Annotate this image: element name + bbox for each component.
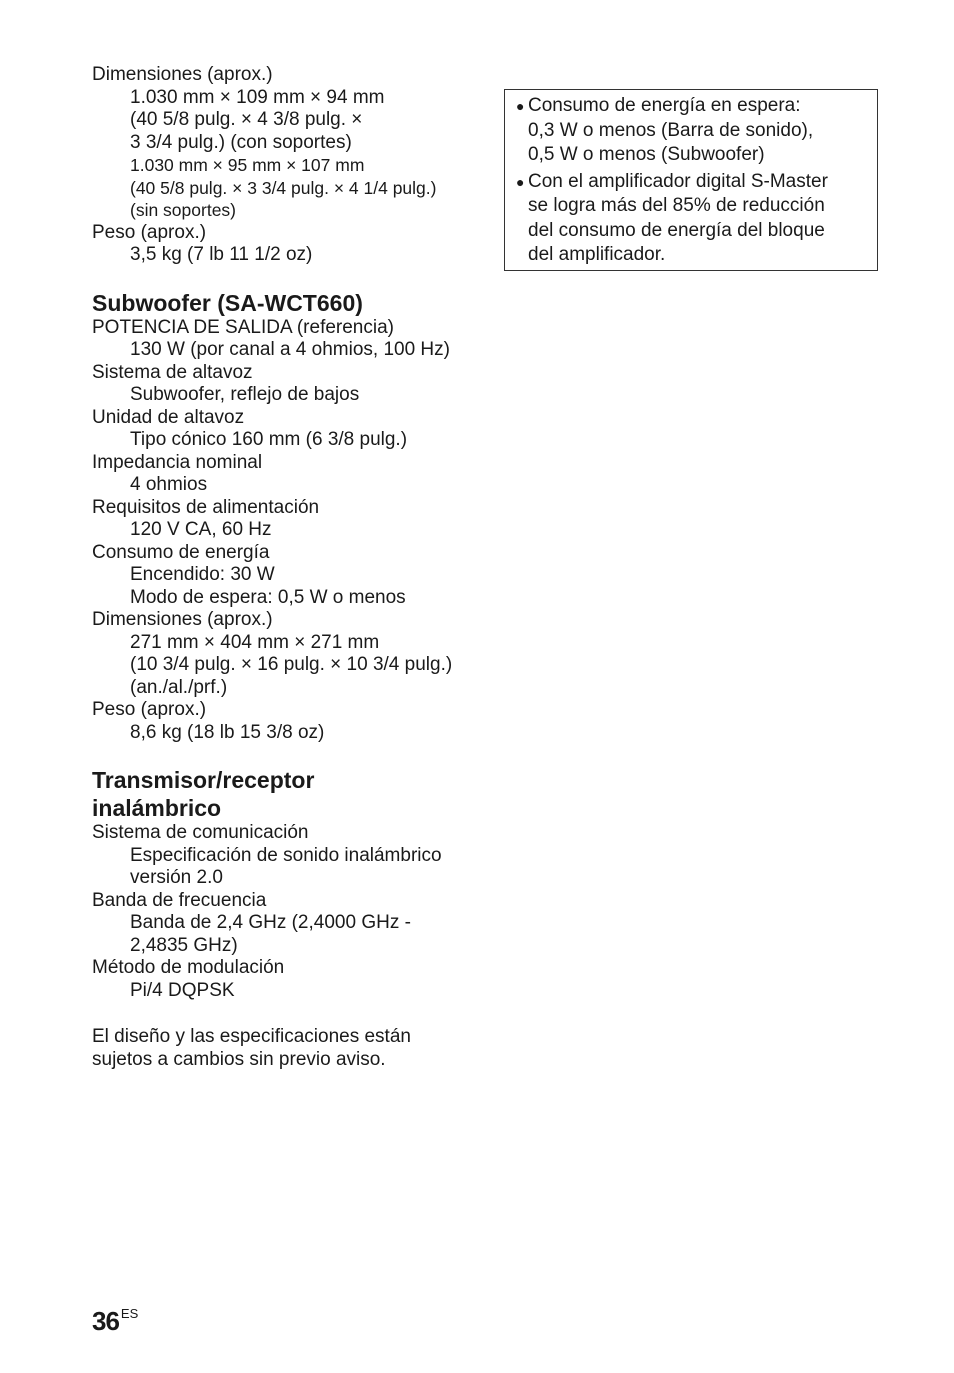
spec-column xyxy=(92,64,492,1071)
spec-value: Banda de 2,4 GHz (2,4000 GHz - xyxy=(130,912,411,933)
page-number xyxy=(92,1306,138,1337)
spec-value: 3 3/4 pulg.) (con soportes) xyxy=(130,131,352,153)
spec-label: Dimensiones (aprox.) xyxy=(92,64,273,85)
spec-label: POTENCIA DE SALIDA (referencia) xyxy=(92,316,394,338)
spec-value: (10 3/4 pulg. × 16 pulg. × 10 3/4 pulg.) xyxy=(130,654,453,675)
disclaimer-text: El diseño y las especificaciones están xyxy=(92,1026,411,1047)
bullet-icon: ● xyxy=(516,173,525,190)
spacer xyxy=(92,1002,492,1026)
note-line: 0,3 W o menos (Barra de sonido), xyxy=(528,119,814,141)
spec-value: 120 V CA, 60 Hz xyxy=(130,519,272,540)
note-bullet-text xyxy=(528,94,869,168)
spec-value: (sin soportes) xyxy=(130,200,237,220)
spec-value: Modo de espera: 0,5 W o menos xyxy=(130,586,406,608)
spec-value: 8,6 kg (18 lb 15 3/8 oz) xyxy=(130,721,325,743)
spec-label: Requisitos de alimentación xyxy=(92,496,320,518)
note-line: 0,5 W o menos (Subwoofer) xyxy=(528,144,765,165)
note-line: Con el amplificador digital S-Master xyxy=(528,170,828,192)
note-bullet-item xyxy=(516,94,869,168)
note-bullet-text xyxy=(528,170,869,268)
spec-value: Tipo cónico 160 mm (6 3/8 pulg.) xyxy=(130,429,408,450)
spec-label: Peso (aprox.) xyxy=(92,221,207,243)
spec-label: Impedancia nominal xyxy=(92,451,263,473)
spec-label: Método de modulación xyxy=(92,957,285,978)
spec-value: Encendido: 30 W xyxy=(130,564,275,585)
spec-value: (40 5/8 pulg. × 3 3/4 pulg. × 4 1/4 pulg.) xyxy=(130,177,437,198)
spec-value: (40 5/8 pulg. × 4 3/8 pulg. × xyxy=(130,109,363,130)
spec-value: 1.030 mm × 109 mm × 94 mm xyxy=(130,86,385,108)
bullet-icon: ● xyxy=(516,98,525,114)
note-line: se logra más del 85% de reducción xyxy=(528,195,825,216)
spec-label: Sistema de altavoz xyxy=(92,361,253,383)
spec-label: Dimensiones (aprox.) xyxy=(92,609,273,630)
spec-value: 1.030 mm × 95 mm × 107 mm xyxy=(130,155,365,175)
spec-value: (an./al./prf.) xyxy=(130,676,228,698)
page-number-value: 36 xyxy=(92,1306,119,1336)
note-bullet-item xyxy=(516,170,869,268)
spec-value: versión 2.0 xyxy=(130,867,223,888)
spec-label: Banda de frecuencia xyxy=(92,889,267,911)
spec-label: Consumo de energía xyxy=(92,541,270,563)
spec-label: Peso (aprox.) xyxy=(92,699,207,720)
section-heading-wireless: Transmisor/receptor xyxy=(92,767,315,793)
section-heading-wireless-cont: inalámbrico xyxy=(92,795,222,821)
note-box xyxy=(504,89,878,271)
spec-value: 271 mm × 404 mm × 271 mm xyxy=(130,631,380,653)
note-line: del consumo de energía del bloque xyxy=(528,219,825,241)
spec-value: Subwoofer, reflejo de bajos xyxy=(130,384,360,405)
spec-label: Sistema de comunicación xyxy=(92,822,309,843)
spec-value: Pi/4 DQPSK xyxy=(130,979,235,1001)
spec-value: 130 W (por canal a 4 ohmios, 100 Hz) xyxy=(130,339,450,360)
spec-value: 3,5 kg (7 lb 11 1/2 oz) xyxy=(130,244,313,265)
disclaimer-text: sujetos a cambios sin previo aviso. xyxy=(92,1048,386,1070)
spec-value: 4 ohmios xyxy=(130,474,208,495)
spec-value: Especificación de sonido inalámbrico xyxy=(130,844,442,866)
spec-value: 2,4835 GHz) xyxy=(130,934,238,956)
spec-label: Unidad de altavoz xyxy=(92,406,245,428)
note-line: Consumo de energía en espera: xyxy=(528,95,801,116)
section-heading-subwoofer: Subwoofer (SA-WCT660) xyxy=(92,289,363,316)
language-code: ES xyxy=(120,1306,139,1321)
note-line: del amplificador. xyxy=(528,244,666,265)
